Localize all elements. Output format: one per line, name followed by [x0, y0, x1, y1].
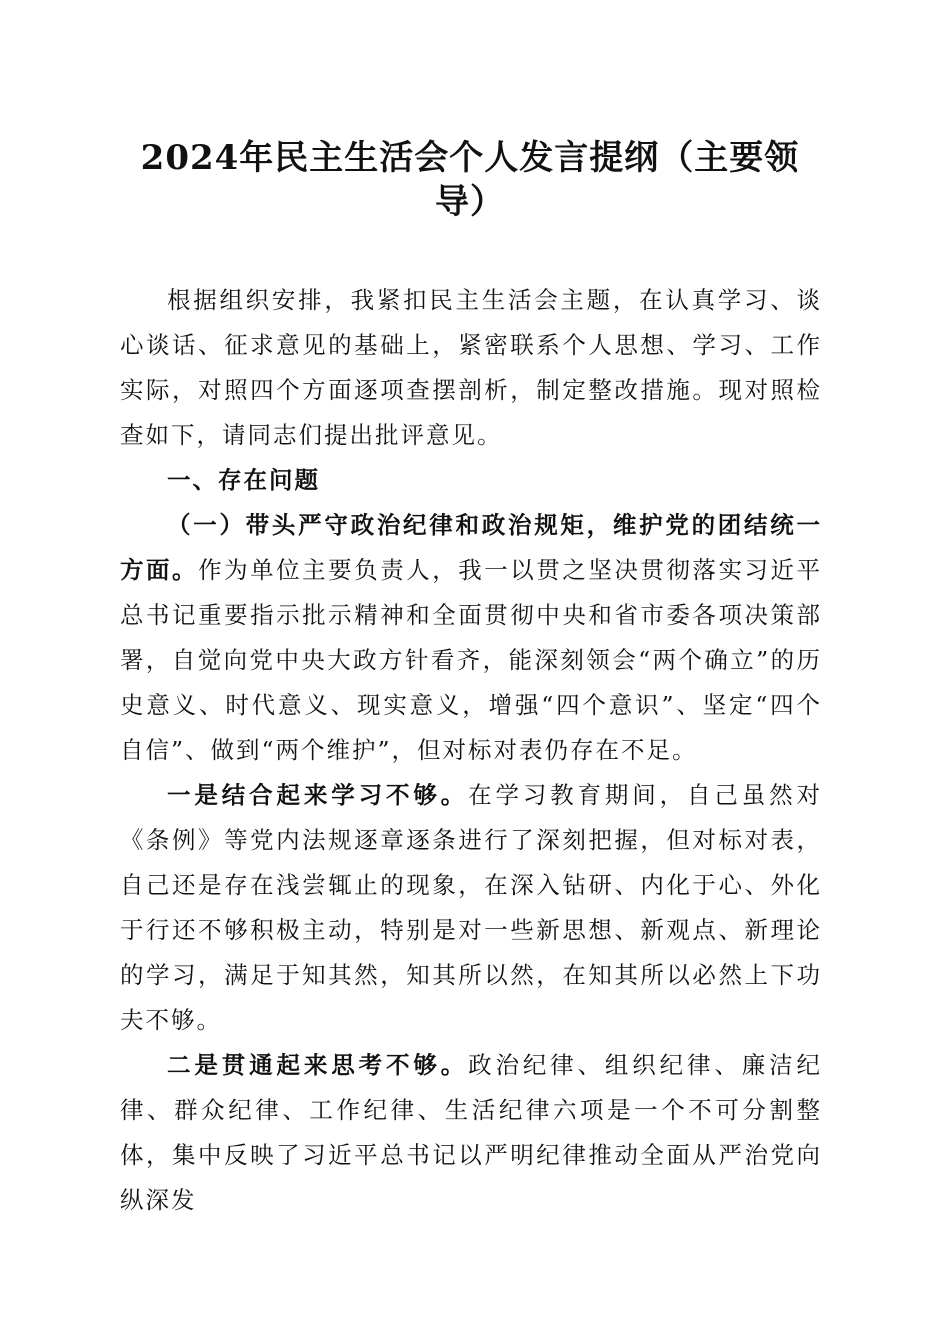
section-heading-problems: 一、存在问题 [167, 466, 320, 494]
point-text-2: 政治纪律、组织纪律、廉洁纪律、群众纪律、工作纪律、生活纪律六项是一个不可分割整体，集中反映了习近平总书记以严明纪律推动全面从严治党向纵深发 [120, 1051, 823, 1214]
subsection-text-1: 作为单位主要负责人，我一以贯之坚决贯彻落实习近平总书记重要指示批示精神和全面贯彻中央和省市委各项决策部署，自觉向党中央大政方针看齐，能深刻领会“两个确立”的历史意义、时代意义、现实意义，增强“四个意识”、坚定“四个自信”、做到“两个维护”，但对标对表仍存在不足。 [120, 556, 823, 764]
intro-paragraph: 根据组织安排，我紧扣民主生活会主题，在认真学习、谈心谈话、征求意见的基础上，紧密联系个人思想、学习、工作实际，对照四个方面逐项查摆剖析，制定整改措施。现对照检查如下，请同志们提出批评意见。 [120, 286, 822, 449]
point-lead-1: 一是结合起来学习不够。 [167, 781, 469, 809]
point-text-1: 在学习教育期间，自己虽然对《条例》等党内法规逐章逐条进行了深刻把握，但对标对表，自己还是存在浅尝辄止的现象，在深入钻研、内化于心、外化于行还不够积极主动，特别是对一些新思想、新观点、新理论的学习，满足于知其然，知其所以然，在知其所以必然上下功夫不够。 [120, 781, 823, 1034]
point-paragraph-1 [120, 773, 822, 1043]
document-body [120, 278, 822, 1223]
subsection-paragraph-1 [120, 503, 822, 773]
point-lead-2: 二是贯通起来思考不够。 [167, 1051, 469, 1079]
document-title: 2024年民主生活会个人发言提纲（主要领导） [140, 138, 800, 222]
subsection-lead-1: （一）带头严守政治纪律和政治规矩，维护党的团结统一方面。 [120, 511, 822, 584]
point-paragraph-2 [120, 1043, 822, 1223]
